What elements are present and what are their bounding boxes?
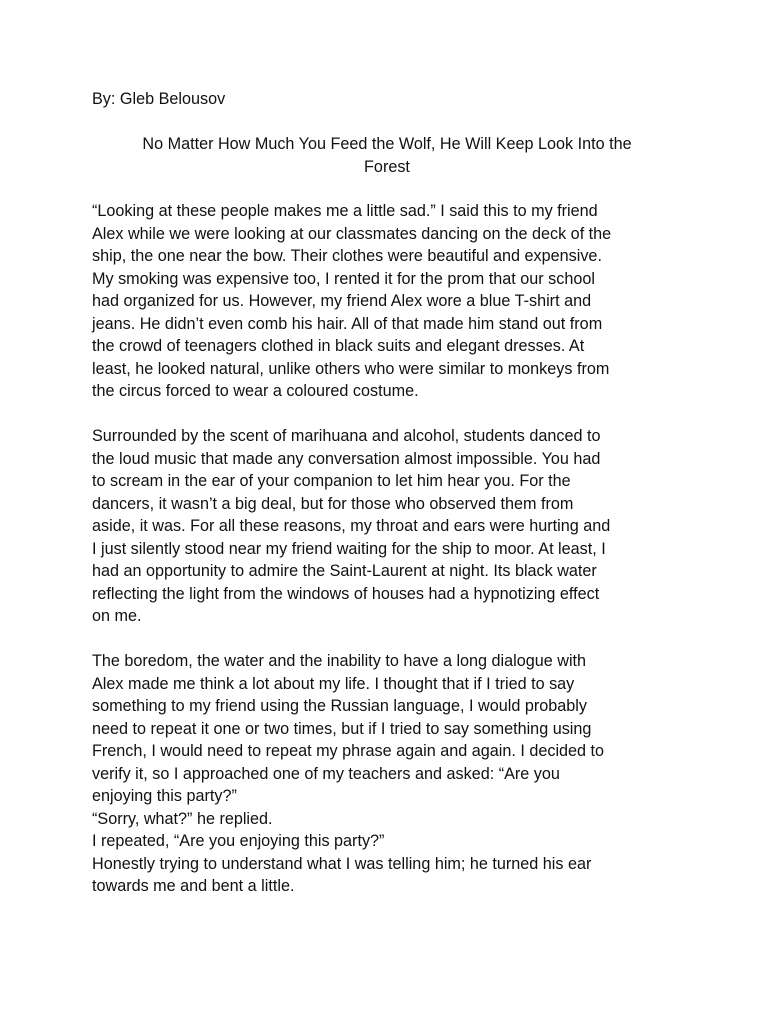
text-line: verify it, so I approached one of my teachers and asked: “Are you (92, 764, 560, 783)
text-line: the crowd of teenagers clothed in black suits and elegant dresses. At (92, 337, 585, 355)
text-line: on me. (92, 607, 142, 625)
text-line: ship, the one near the bow. Their clothes were beautiful and expensive. (92, 247, 602, 265)
dialogue-line: I repeated, “Are you enjoying this party?” (92, 832, 385, 850)
text-line: jeans. He didn’t even comb his hair. All of that made him stand out from (92, 314, 603, 333)
text-line: had an opportunity to admire the Saint-Laurent at night. Its black water (92, 562, 597, 580)
paragraph-2 (92, 425, 682, 628)
paragraph-3 (92, 650, 682, 898)
text-line: to scream in the ear of your companion to let him hear you. For the (92, 472, 571, 490)
text-line: need to repeat it one or two times, but if I tried to say something using (92, 719, 592, 738)
text-line: Alex while we were looking at our classmates dancing on the deck of the (92, 224, 612, 243)
text-line: The boredom, the water and the inability to have a long dialogue with (92, 652, 587, 670)
title-line: No Matter How Much You Feed the Wolf, He Will Keep Look Into the (142, 135, 632, 153)
text-line: something to my friend using the Russian language, I would probably (92, 697, 587, 715)
text-line: the loud music that made any conversation almost impossible. You had (92, 449, 601, 468)
text-line: dancers, it wasn’t a big deal, but for those who observed them from (92, 494, 574, 513)
title-line: Forest (364, 157, 410, 176)
text-line: the circus forced to wear a coloured costume. (92, 382, 419, 400)
text-line: French, I would need to repeat my phrase again and again. I decided to (92, 742, 605, 760)
text-line: reflecting the light from the windows of houses had a hypnotizing effect (92, 584, 600, 603)
text-line: towards me and bent a little. (92, 877, 295, 895)
text-line: least, he looked natural, unlike others who were similar to monkeys from (92, 359, 610, 378)
document-body (92, 200, 682, 920)
text-line: had organized for us. However, my friend Alex wore a blue T-shirt and (92, 292, 592, 310)
text-line: aside, it was. For all these reasons, my throat and ears were hurting and (92, 517, 611, 535)
author-line: By: Gleb Belousov (92, 90, 226, 108)
text-line: I just silently stood near my friend waiting for the ship to moor. At least, I (92, 539, 606, 558)
text-line: Alex made me think a lot about my life. I thought that if I tried to say (92, 674, 575, 693)
text-line: My smoking was expensive too, I rented it for the prom that our school (92, 269, 595, 288)
dialogue-line: “Sorry, what?” he replied. (92, 809, 273, 828)
paragraph-1 (92, 200, 682, 403)
text-line: Honestly trying to understand what I was telling him; he turned his ear (92, 854, 592, 873)
text-line: “Looking at these people makes me a little sad.” I said this to my friend (92, 202, 598, 220)
text-line: enjoying this party?” (92, 787, 237, 805)
document-title (92, 133, 682, 178)
text-line: Surrounded by the scent of marihuana and alcohol, students danced to (92, 427, 601, 445)
